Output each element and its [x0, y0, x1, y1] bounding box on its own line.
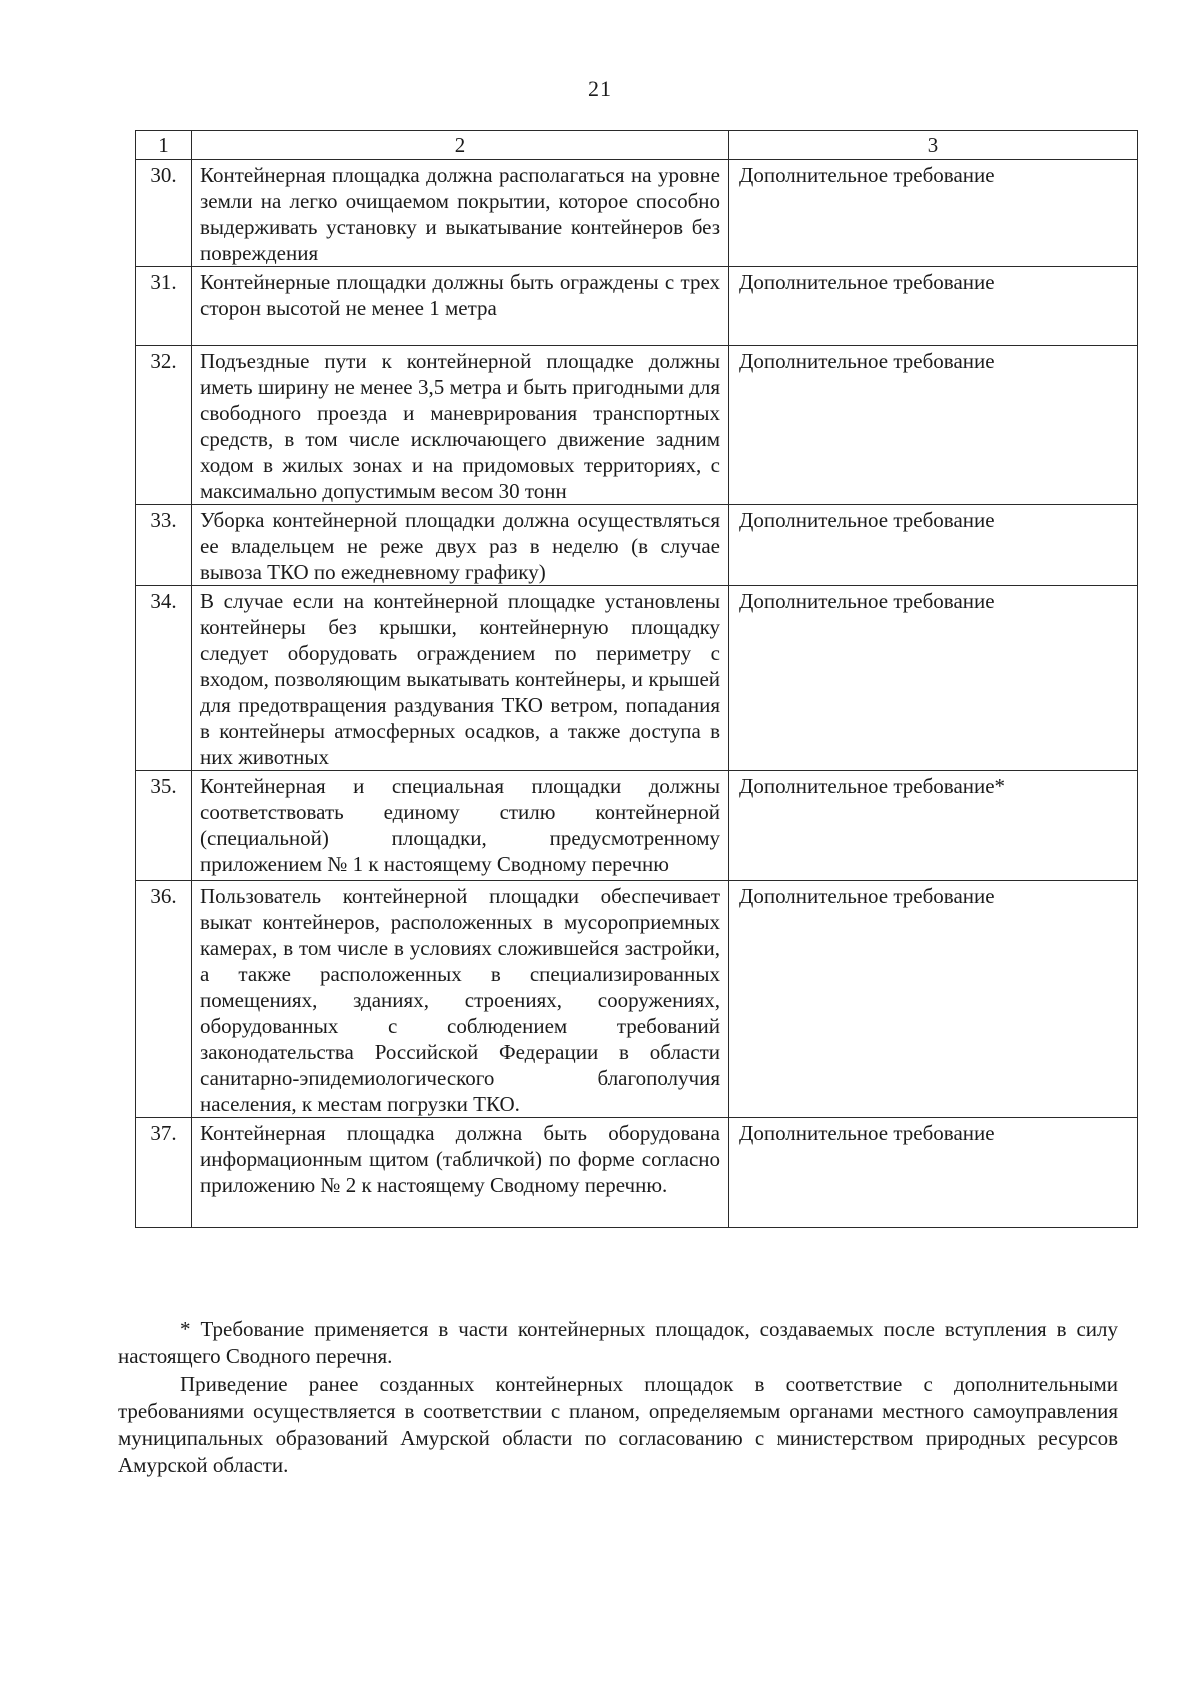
requirement-status: Дополнительное требование* [729, 771, 1138, 881]
requirement-status: Дополнительное требование [729, 586, 1138, 771]
requirement-status: Дополнительное требование [729, 346, 1138, 505]
table-row [136, 505, 1138, 586]
requirement-text: Контейнерные площадки должны быть ограждены с трех сторон высотой не менее 1 метра [192, 267, 729, 346]
table-row [136, 1118, 1138, 1228]
row-number: 34. [136, 586, 192, 771]
table-row [136, 346, 1138, 505]
row-number: 37. [136, 1118, 192, 1228]
table-row [136, 771, 1138, 881]
requirement-status: Дополнительное требование [729, 881, 1138, 1118]
row-number: 36. [136, 881, 192, 1118]
alignment-paragraph: Приведение ранее созданных контейнерных площадок в соответствие с дополнительными требованиями осуществляется в соответствии с планом, определяемым органами местного самоуправления муниципальных образований Амурской области по согласованию с министерством природных ресурсов Амурской области. [118, 1372, 1118, 1477]
requirement-text: Подъездные пути к контейнерной площадке должны иметь ширину не менее 3,5 метра и быть пригодными для свободного проезда и маневрирования транспортных средств, в том числе исключающего движение задним ходом в жилых зонах и на придомовых территориях, с максимально допустимым весом 30 тонн [192, 346, 729, 505]
requirement-text: Контейнерная площадка должна быть оборудована информационным щитом (табличкой) по форме согласно приложению № 2 к настоящему Сводному перечню. [192, 1118, 729, 1228]
requirement-status: Дополнительное требование [729, 267, 1138, 346]
table-row [136, 881, 1138, 1118]
table-row [136, 586, 1138, 771]
column-header-requirement: 2 [192, 131, 729, 160]
row-number: 32. [136, 346, 192, 505]
requirement-status: Дополнительное требование [729, 505, 1138, 586]
row-number: 31. [136, 267, 192, 346]
requirement-text: В случае если на контейнерной площадке установлены контейнеры без крышки, контейнерную площадку следует оборудовать ограждением по периметру с входом, позволяющим выкатывать контейнеры, и крышей для предотвращения раздувания ТКО ветром, попадания в контейнеры атмосферных осадков, а также доступа в них животных [192, 586, 729, 771]
requirement-text: Пользователь контейнерной площадки обеспечивает выкат контейнеров, расположенных в мусороприемных камерах, в том числе в условиях сложившейся застройки, а также расположенных в специализированных помещениях, зданиях, строениях, сооружениях, оборудованных с соблюдением требований законодательства Российской Федерации в области санитарно-эпидемиологического благополучия населения, к местам погрузки ТКО. [192, 881, 729, 1118]
requirement-status: Дополнительное требование [729, 1118, 1138, 1228]
page-number: 21 [588, 76, 612, 101]
requirement-status: Дополнительное требование [729, 160, 1138, 267]
requirements-table [135, 130, 1138, 1228]
table-row [136, 160, 1138, 267]
asterisk-footnote: * Требование применяется в части контейнерных площадок, создаваемых после вступления в силу настоящего Сводного перечня. [118, 1317, 1118, 1368]
table-header-row [136, 131, 1138, 160]
column-header-status: 3 [729, 131, 1138, 160]
requirement-text: Контейнерная и специальная площадки должны соответствовать единому стилю контейнерной (специальной) площадки, предусмотренному приложением № 1 к настоящему Сводному перечню [192, 771, 729, 881]
requirement-text: Контейнерная площадка должна располагаться на уровне земли на легко очищаемом покрытии, которое способно выдерживать установку и выкатывание контейнеров без повреждения [192, 160, 729, 267]
row-number: 30. [136, 160, 192, 267]
requirement-text: Уборка контейнерной площадки должна осуществляться ее владельцем не реже двух раз в неделю (в случае вывоза ТКО по ежедневному графику) [192, 505, 729, 586]
column-header-number: 1 [136, 131, 192, 160]
row-number: 33. [136, 505, 192, 586]
row-number: 35. [136, 771, 192, 881]
table-row [136, 267, 1138, 346]
